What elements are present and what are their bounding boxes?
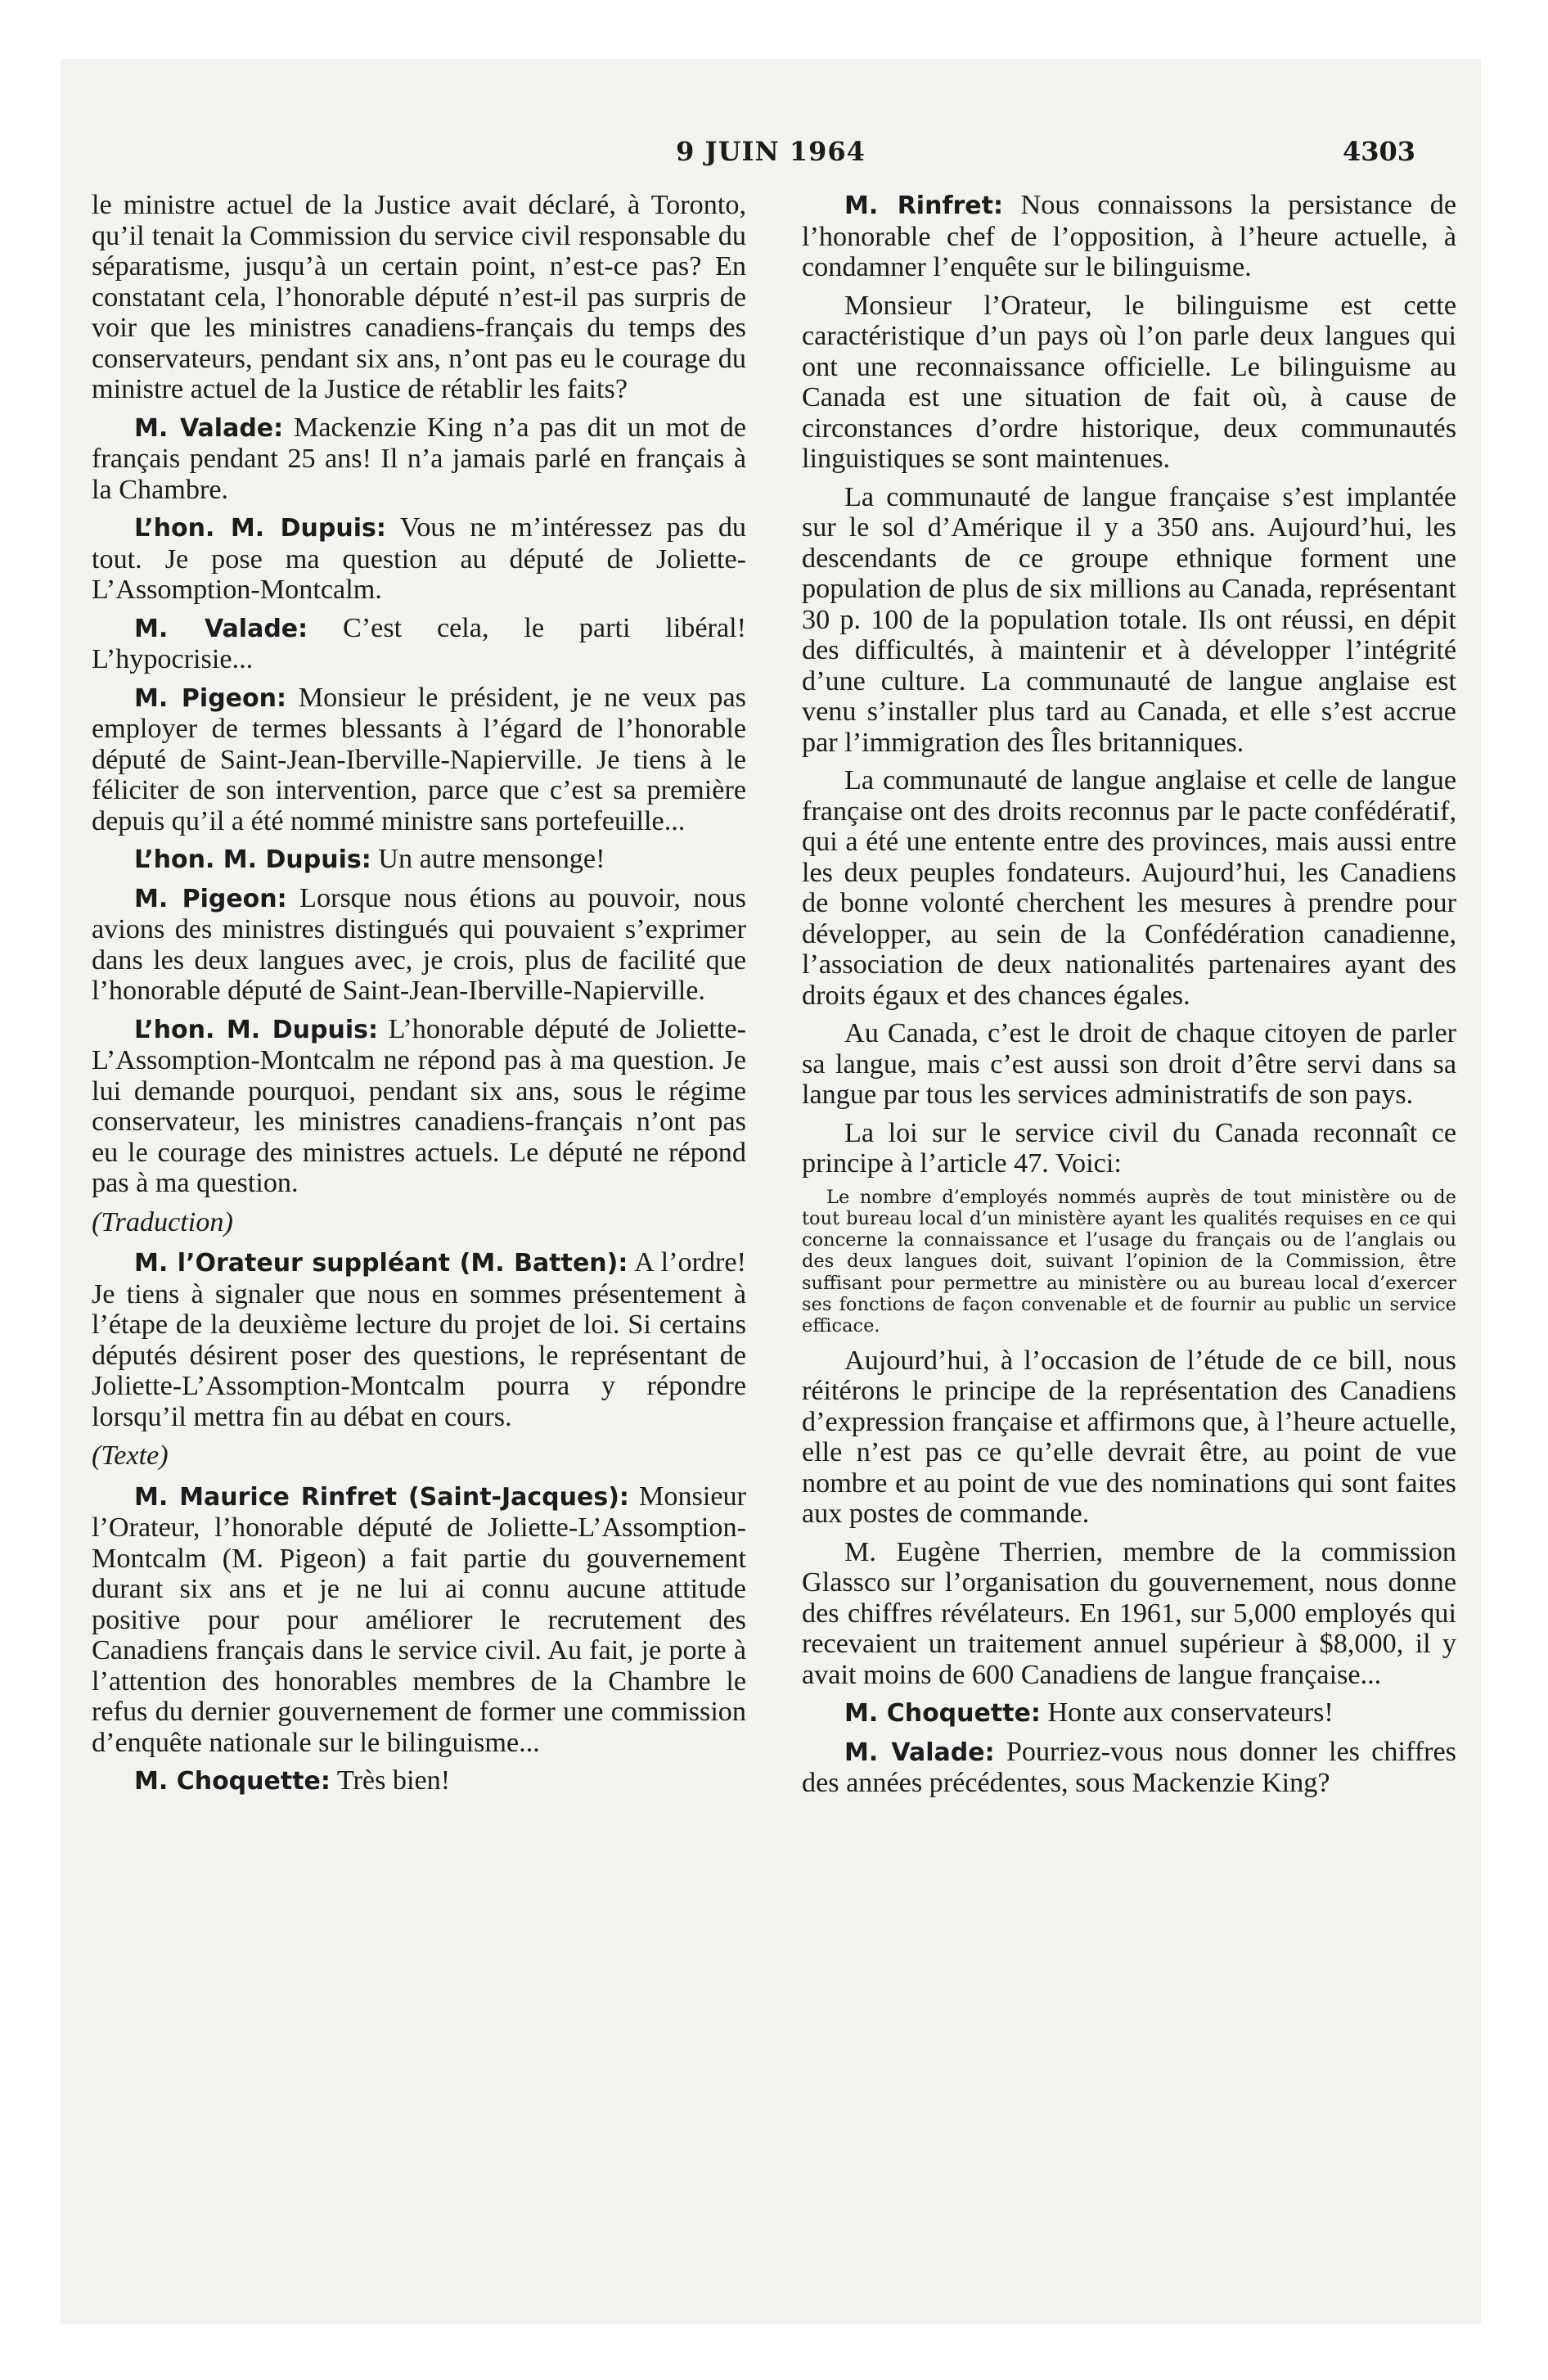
speech-text: L’honorable député de Joliette-L’Assomption-Montcalm ne répond pas à ma question. Je lui demande pourquoi, pendant six ans, sous le régime conservateur, les ministres canadiens-français n’ont pas eu le courage des ministres actuels. Le député ne répond pas à ma question. bbox=[92, 1013, 746, 1198]
speaker-name: L’hon. M. Dupuis: bbox=[134, 1015, 378, 1044]
speaker-name: M. Valade: bbox=[134, 614, 308, 643]
speech bbox=[92, 1481, 746, 1759]
page-number: 4303 bbox=[1342, 136, 1415, 167]
speech-text: Monsieur le président, je ne veux pas employer de termes blessants à l’égard de l’honorable député de Saint-Jean-Iberville-Napierville. Je tiens à le féliciter de son intervention, parce que c’est sa première depuis qu’il a été nommé ministre sans portefeuille... bbox=[92, 682, 746, 836]
speaker-name: M. Valade: bbox=[844, 1738, 995, 1767]
page-date: 9 JUIN 1964 bbox=[676, 136, 866, 167]
speech bbox=[802, 190, 1456, 283]
paragraph bbox=[802, 482, 1456, 759]
speech bbox=[92, 512, 746, 606]
speaker-name: M. Pigeon: bbox=[134, 884, 287, 913]
speech bbox=[92, 683, 746, 837]
speech bbox=[92, 412, 746, 506]
left-column bbox=[92, 190, 746, 1805]
speaker-name: M. Valade: bbox=[134, 413, 284, 443]
speech bbox=[92, 883, 746, 1007]
right-column bbox=[802, 190, 1456, 1806]
speech-text: C’est cela, le parti libéral! L’hypocrisie... bbox=[92, 612, 746, 674]
speech-text: A l’ordre! Je tiens à signaler que nous en sommes présentement à l’étape de la deuxième lecture du projet de loi. Si certains députés désirent poser des questions, le représentant de Joliette-L’Assomption-Montcalm pourra y répondre lorsqu’il mettra fin au débat en cours. bbox=[92, 1247, 746, 1432]
paragraph bbox=[802, 291, 1456, 475]
speech-text: Nous connaissons la persistance de l’honorable chef de l’opposition, à l’heure actuelle, à condamner l’enquête sur le bilinguisme. bbox=[802, 190, 1456, 282]
speaker-name: M. l’Orateur suppléant (M. Batten): bbox=[134, 1249, 628, 1278]
speech-text: Un autre mensonge! bbox=[378, 844, 605, 874]
speech bbox=[92, 1247, 746, 1432]
paragraph-text: La loi sur le service civil du Canada reconnaît ce principe à l’article 47. Voici: bbox=[802, 1117, 1456, 1179]
speaker-name: M. Choquette: bbox=[134, 1767, 331, 1796]
speech bbox=[92, 844, 746, 876]
paragraph-text: Au Canada, c’est le droit de chaque citoyen de parler sa langue, mais c’est aussi son droit d’être servi dans sa langue par tous les services administratifs de son pays. bbox=[802, 1018, 1456, 1110]
paragraph bbox=[802, 1346, 1456, 1530]
paragraph-text: Monsieur l’Orateur, le bilinguisme est cette caractéristique d’un pays où l’on parle deux langues qui ont une reconnaissance officielle. Le bilinguisme au Canada est une situation de fait où, à cause de circonstances d’ordre historique, deux communautés linguistiques se sont maintenues. bbox=[802, 290, 1456, 474]
speech-text: Vous ne m’intéressez pas du tout. Je pose ma question au député de Joliette-L’Assomption-Montcalm. bbox=[92, 512, 747, 605]
section-label-traduction: (Traduction) bbox=[92, 1206, 233, 1237]
speech-text: Monsieur l’Orateur, l’honorable député de Joliette-L’Assomption-Montcalm (M. Pigeon) a fait partie du gouvernement durant six ans et je ne lui ai connu aucune attitude positive pour pour améliorer le recrutement des Canadiens français dans le service civil. Au fait, je porte à l’attention des honorables membres de la Chambre le refus du dernier gouvernement de former une commission d’enquête nationale sur le bilinguisme... bbox=[92, 1481, 747, 1758]
speaker-name: L’hon. M. Dupuis: bbox=[134, 845, 371, 874]
speaker-name: L’hon. M. Dupuis: bbox=[134, 514, 386, 543]
paragraph-text: La communauté de langue anglaise et celle de langue française ont des droits reconnus par le pacte confédératif, qui a été une entente entre des provinces, mais aussi entre les deux peuples fondateurs. Aujourd’hui, les Canadiens de bonne volonté cherchent les mesures à prendre pour développer, au sein de la Confédération canadienne, l’association de deux nationalités partenaires ayant des droits égaux et des chances égales. bbox=[802, 765, 1456, 1011]
speaker-name: M. Rinfret: bbox=[844, 192, 1003, 220]
paragraph-text: Aujourd’hui, à l’occasion de l’étude de ce bill, nous réitérons le principe de la représentation des Canadiens d’expression française et affirmons que, à l’heure actuelle, elle n’est pas ce qu’elle devrait être, au point de vue nombre et au point de vue des nominations qui sont faites aux postes de commande. bbox=[802, 1345, 1456, 1530]
paragraph bbox=[802, 1018, 1456, 1111]
quoted-law-excerpt: Le nombre d’employés nommés auprès de tout ministère ou de tout bureau local d’un ministère ayant les qualités requises en ce qui concerne la connaissance et l’usage du français ou de l’anglais ou des deux langues doit, suivant l’opinion de la Commission, être suffisant pour permettre au ministère ou au bureau local d’exercer ses fonctions de façon convenable et de fournir au public un service efficace. bbox=[802, 1186, 1456, 1337]
speaker-name: M. Maurice Rinfret (Saint-Jacques): bbox=[134, 1482, 629, 1512]
speech bbox=[802, 1697, 1456, 1729]
speech bbox=[92, 1765, 746, 1797]
speech bbox=[92, 1014, 746, 1199]
speech bbox=[92, 613, 746, 675]
paragraph bbox=[802, 1118, 1456, 1179]
speaker-name: M. Pigeon: bbox=[134, 683, 286, 713]
speech bbox=[802, 1737, 1456, 1799]
speaker-name: M. Choquette: bbox=[844, 1699, 1041, 1729]
paragraph bbox=[92, 190, 746, 405]
paragraph-text: le ministre actuel de la Justice avait déclaré, à Toronto, qu’il tenait la Commission du service civil responsable du séparatisme, jusqu’à un certain point, n’est-ce pas? En constatant cela, l’honorable député n’est-il pas surpris de voir que les ministres canadiens-français du temps des conservateurs, pendant six ans, n’ont pas eu le courage du ministre actuel de la Justice de rétablir les faits? bbox=[92, 190, 746, 404]
hansard-page bbox=[61, 59, 1481, 2324]
speech-text: Lorsque nous étions au pouvoir, nous avions des ministres distingués qui pouvaient s’exprimer dans les deux langues avec, je crois, plus de facilité que l’honorable député de Saint-Jean-Iberville-Napierville. bbox=[92, 882, 746, 1006]
section-label-texte: (Texte) bbox=[92, 1440, 169, 1471]
paragraph-text: La communauté de langue française s’est implantée sur le sol d’Amérique il y a 350 ans. Aujourd’hui, les descendants de ce groupe ethnique forment une population de plus de six millions au Canada, représentant 30 p. 100 de la population totale. Ils ont réussi, en dépit des difficultés, à maintenir et à développer l’intégrité d’une culture. La communauté de langue anglaise est venu s’installer plus tard au Canada, et elle s’est accrue par l’immigration des Îles britanniques. bbox=[802, 481, 1456, 758]
speech-text: Honte aux conservateurs! bbox=[1047, 1697, 1334, 1729]
speech-text: Très bien! bbox=[336, 1765, 451, 1796]
speech-text: Pourriez-vous nous donner les chiffres des années précédentes, sous Mackenzie King? bbox=[802, 1736, 1456, 1799]
paragraph-text: M. Eugène Therrien, membre de la commission Glassco sur l’organisation du gouvernement, nous donne des chiffres révélateurs. En 1961, sur 5,000 employés qui recevaient un traitement annuel supérieur à $8,000, il y avait moins de 600 Canadiens de langue française... bbox=[802, 1536, 1456, 1690]
speech-text: Mackenzie King n’a pas dit un mot de français pendant 25 ans! Il n’a jamais parlé en français à la Chambre. bbox=[92, 412, 746, 505]
paragraph bbox=[802, 1537, 1456, 1691]
paragraph bbox=[802, 765, 1456, 1011]
